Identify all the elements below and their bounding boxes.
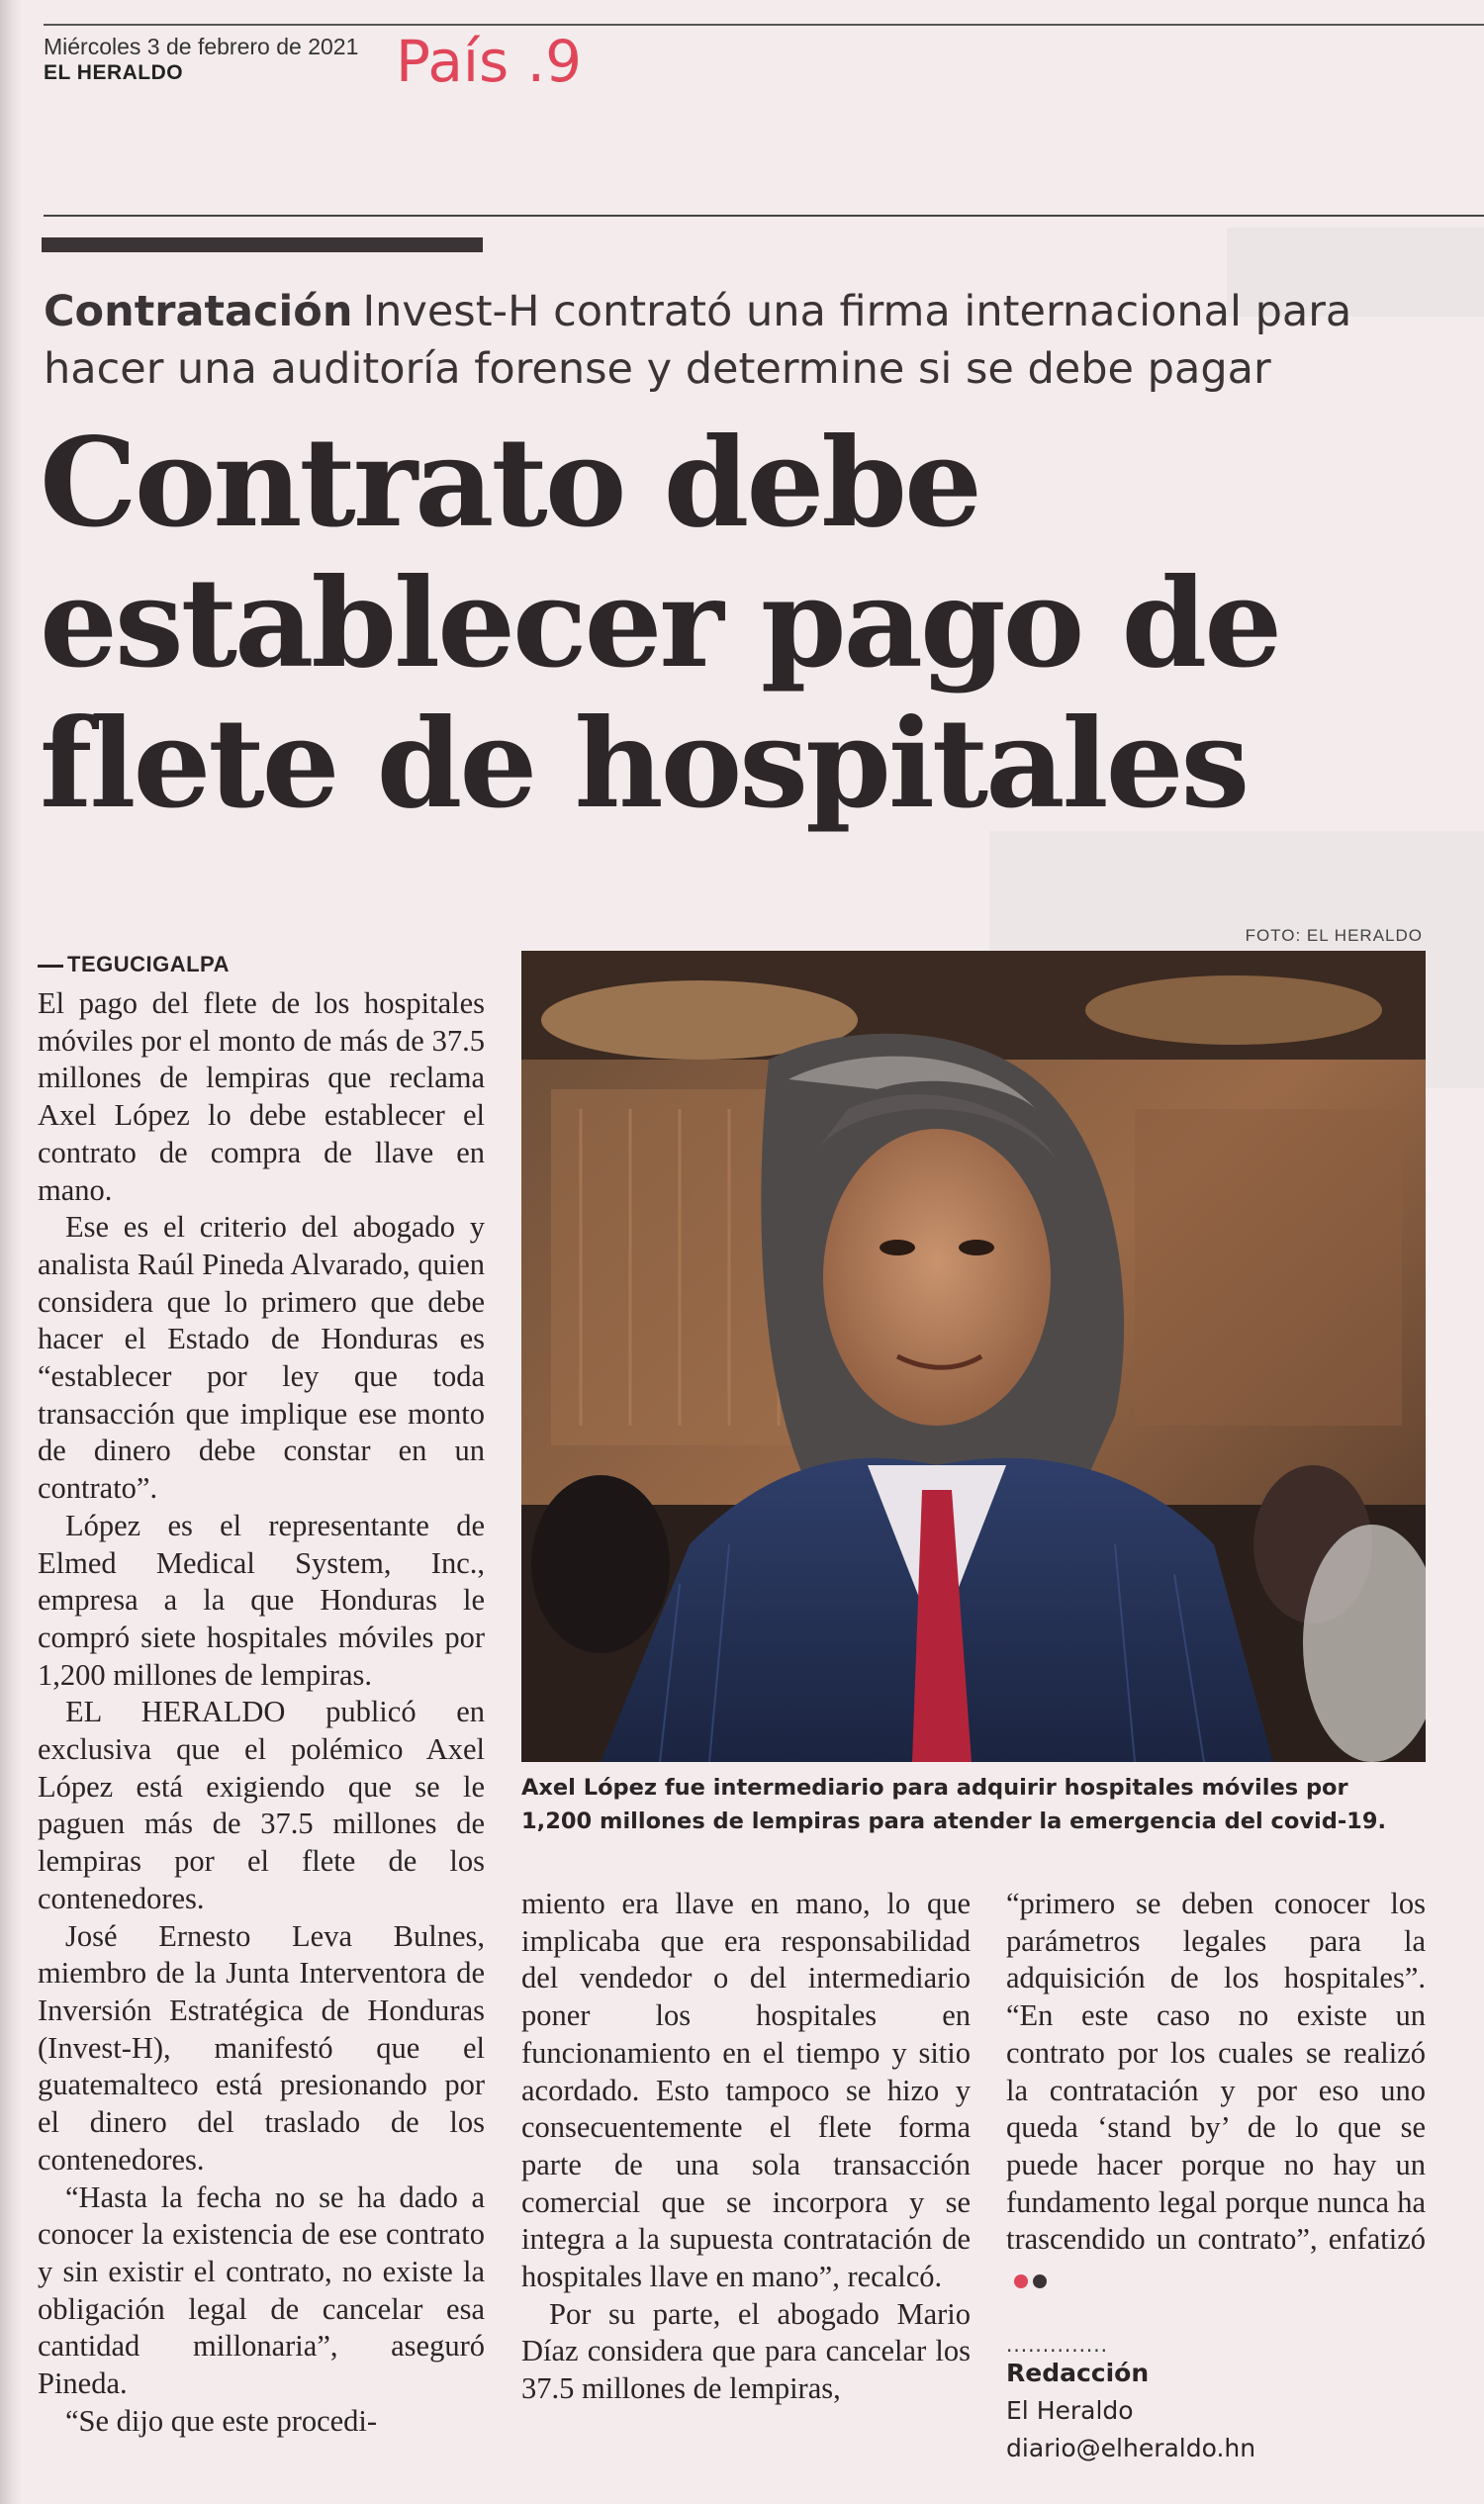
headline (40, 414, 1444, 835)
page-binding-edge (0, 0, 22, 2504)
paragraph: López es el representante de Elmed Medical System, Inc., empresa a la que Honduras le compró siete hospitales móviles por 1,200 millones de lempiras. (38, 1508, 485, 1692)
end-of-article-mark (1014, 2261, 1052, 2298)
photo-credit: FOTO: EL HERALDO (1245, 926, 1423, 945)
headline-line: flete de hospitales (40, 693, 1248, 836)
section-page-label: País .9 (396, 28, 583, 95)
dateline-text: TEGUCIGALPA (67, 952, 230, 976)
section-bar (42, 237, 483, 252)
paragraph: José Ernesto Leva Bulnes, miembro de la Junta Interventora de Inversión Estratégica de Honduras (Invest-H), manifestó que el guatemalteco está presionando por el dinero del traslado de los contenedores. (38, 1918, 485, 2177)
paragraph: miento era llave en mano, lo que implicaba que era responsabilidad del vendedor o del intermediario poner los hospitales en funcionamiento en el tiempo y sitio acordado. Esto tampoco se hizo y consecuentemente el flete forma parte de una sola transacción comercial que se incorpora y se integra a la supuesta contratación de hospitales llave en mano”, recalcó. (521, 1887, 971, 2294)
paragraph: “Se dijo que este procedi- (65, 2403, 378, 2438)
paragraph: El pago del flete de los hospitales móviles por el monto de más de 37.5 millones de lempiras que reclama Axel López lo debe establecer el contrato de compra de llave en mano. (38, 986, 485, 1207)
paragraph: Por su parte, el abogado Mario Díaz considera que para cancelar los 37.5 millones de lempiras, (521, 2296, 971, 2406)
byline-signature (1006, 2335, 1426, 2467)
paragraph: EL HERALDO publicó en exclusiva que el polémico Axel López está exigiendo que se le paguen más de 37.5 millones de lempiras por el flete de los contenedores. (38, 1695, 485, 1915)
signature-email: diario@elheraldo.hn (1006, 2434, 1256, 2462)
signature-outlet: El Heraldo (1006, 2396, 1134, 2425)
kicker (44, 283, 1438, 398)
kicker-text: Invest-H contrató una firma internacional para hacer una auditoría forense y determine si se debe pagar (44, 287, 1352, 394)
paragraph: “Hasta la fecha no se ha dado a conocer la existencia de ese contrato y sin existir el contrato, no existe la obligación legal de cancelar esa cantidad millonaria”, aseguró Pineda. (38, 2179, 485, 2401)
header-rule (44, 215, 1484, 217)
headline-line: Contrato debe (40, 412, 979, 555)
article-column-2 (521, 1886, 971, 2408)
article-column-1 (38, 950, 485, 2440)
paragraph: Ese es el criterio del abogado y analista Raúl Pineda Alvarado, quien considera que lo primero que debe hacer el Estado de Honduras es “establecer por ley que toda transacción que implique ese monto de dinero debe constar en un contrato”. (38, 1210, 485, 1506)
end-dot-dark (1033, 2274, 1047, 2288)
dateline (38, 950, 485, 979)
kicker-label: Contratación (44, 287, 353, 336)
paragraph: “primero se deben conocer los parámetros legales para la adquisición de los hospitales”. “En este caso no existe un contrato por los cuales se realizó la contratación y por eso uno queda ‘stand by’ de lo que se puede hacer porque no hay un fundamento legal porque nunca ha trascendido un contrato”, enfatizó (1006, 1887, 1426, 2257)
article-column-3 (1006, 1886, 1426, 2298)
article-photo (521, 951, 1426, 1762)
end-dot-red (1014, 2274, 1028, 2288)
dateline-dash (38, 965, 63, 968)
newspaper-name: EL HERALDO (44, 61, 184, 84)
photo-caption: Axel López fue intermediario para adquirir hospitales móviles por 1,200 millones de lempiras para atender la emergencia del covid-19. (521, 1775, 1387, 1834)
top-rule (44, 24, 1484, 26)
signature-dots: .............. (1006, 2333, 1109, 2357)
headline-line: establecer pago de (40, 552, 1280, 696)
signature-label: Redacción (1006, 2359, 1150, 2387)
paragraph-with-end-mark (1006, 1886, 1426, 2298)
portrait-illustration (521, 951, 1426, 1762)
issue-date: Miércoles 3 de febrero de 2021 (44, 34, 359, 59)
